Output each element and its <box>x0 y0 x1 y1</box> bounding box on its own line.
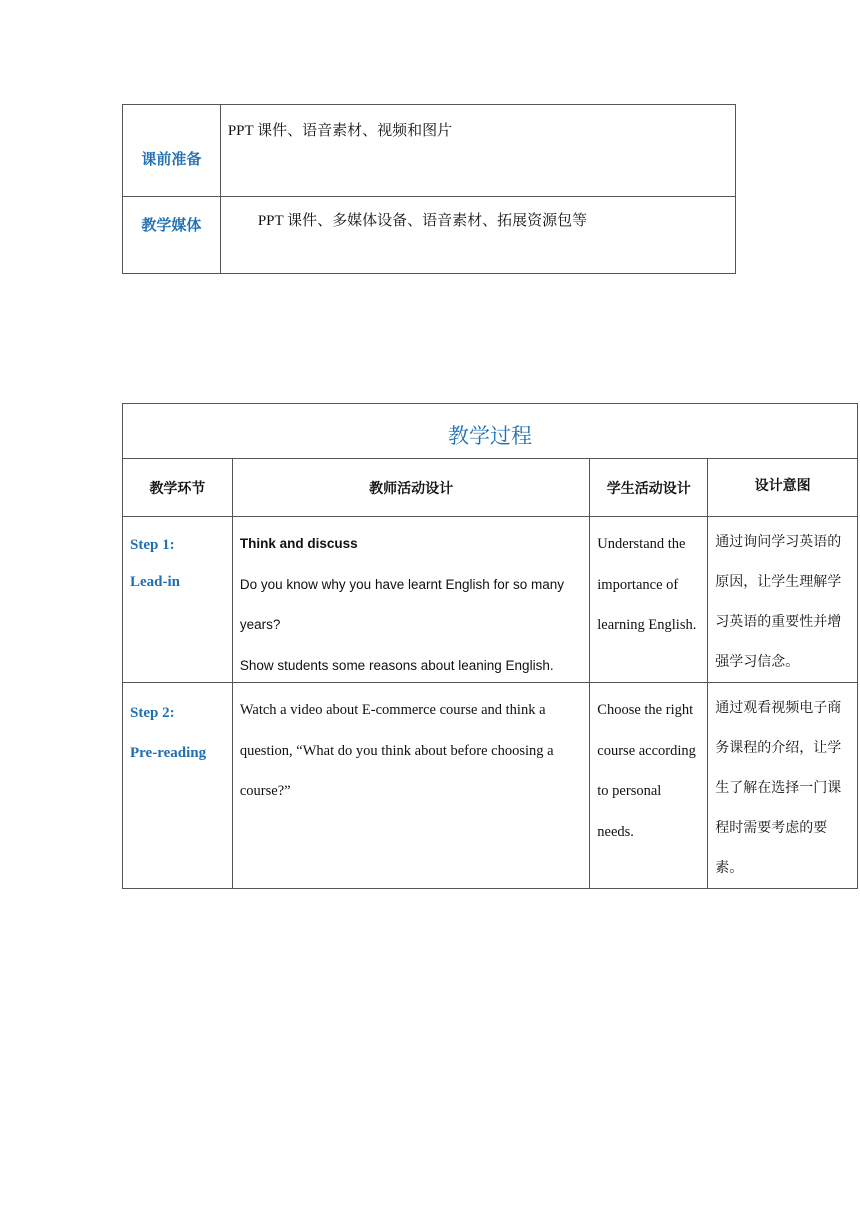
teacher-activity-cell <box>232 517 589 683</box>
design-intent-cell <box>708 517 858 683</box>
teacher-activity-text: Watch a video about E-commerce course and think a question, “What do you think about before choosing a course?” <box>239 702 554 799</box>
media-label: 教学媒体 <box>141 215 202 234</box>
media-label-cell <box>123 197 221 274</box>
design-intent-text: 通过询问学习英语的原因，让学生理解学习英语的重要性并增强学习信念。 <box>715 534 842 670</box>
step-number: Step 1: <box>130 537 175 553</box>
media-text-cell <box>220 197 735 274</box>
step-phase: Pre-reading <box>130 745 207 761</box>
teacher-activity-heading: Think and discuss <box>239 536 358 551</box>
design-intent-text: 通过观看视频电子商务课程的介绍，让学生了解在选择一门课程时需要考虑的要素。 <box>715 700 842 876</box>
process-table <box>122 403 858 889</box>
design-intent-cell <box>708 683 858 889</box>
process-title: 教学过程 <box>448 424 532 448</box>
prep-text-cell <box>220 105 735 197</box>
step-phase: Lead-in <box>130 574 181 590</box>
teacher-activity-cell <box>232 683 589 889</box>
teacher-activity-text: Do you know why you have learnt English for so many years? <box>239 576 565 632</box>
student-activity-cell <box>590 683 708 889</box>
media-text: PPT 课件、多媒体设备、语音素材、拓展资源包等 <box>257 213 588 229</box>
header-teacher-activity: 教师活动设计 <box>232 459 589 517</box>
table-row <box>123 105 736 197</box>
step-cell <box>123 683 233 889</box>
table-title-row <box>123 404 858 459</box>
student-activity-text: Understand the importance of learning English. <box>597 536 697 633</box>
table-row <box>123 197 736 274</box>
process-title-cell <box>123 404 858 459</box>
preparation-table <box>122 104 736 274</box>
teacher-activity-text: Show students some reasons about leaning English. <box>239 657 554 673</box>
step-cell <box>123 517 233 683</box>
table-row <box>123 517 858 683</box>
table-row <box>123 683 858 889</box>
prep-text: PPT 课件、语音素材、视频和图片 <box>227 123 453 139</box>
prep-label-cell <box>123 105 221 197</box>
student-activity-cell <box>590 517 708 683</box>
table-header-row <box>123 459 858 517</box>
header-design-intent: 设计意图 <box>708 459 858 517</box>
step-number: Step 2: <box>130 705 175 721</box>
header-stage: 教学环节 <box>123 459 233 517</box>
student-activity-text: Choose the right course according to personal needs. <box>597 702 696 840</box>
header-student-activity: 学生活动设计 <box>590 459 708 517</box>
prep-label: 课前准备 <box>141 150 202 168</box>
